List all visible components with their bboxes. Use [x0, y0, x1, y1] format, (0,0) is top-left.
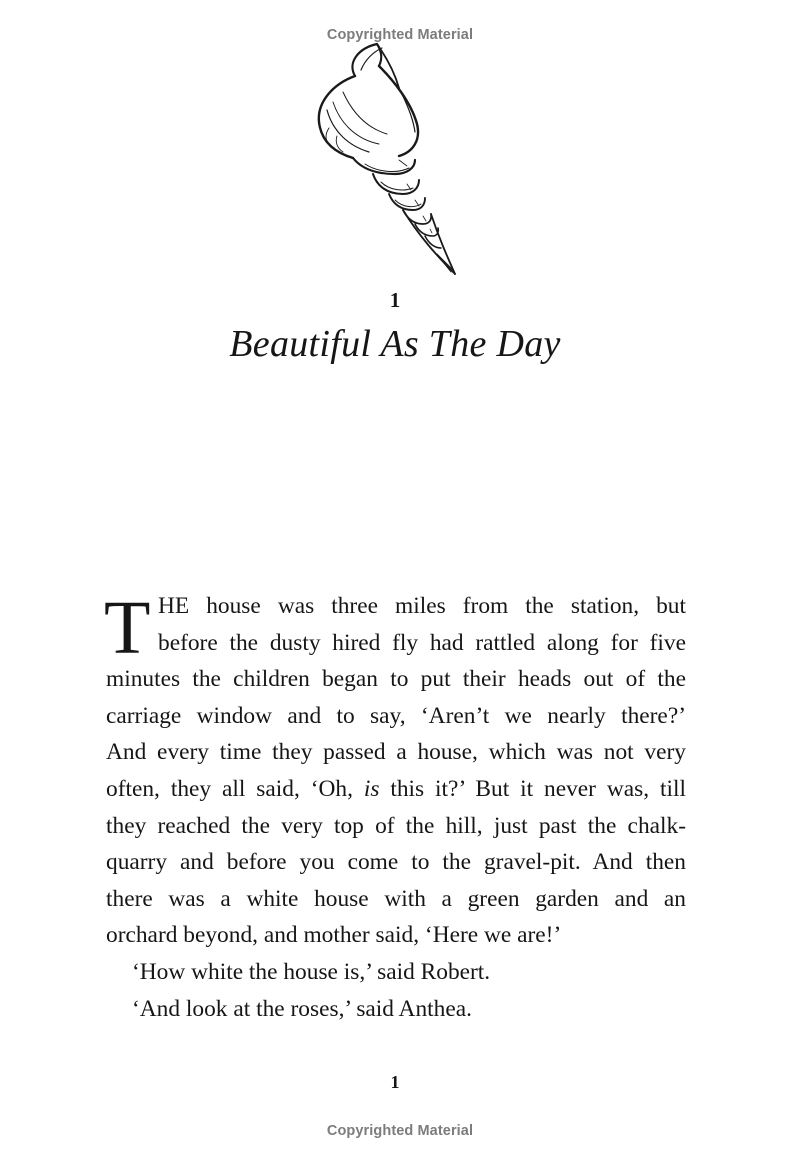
emphasis-text: is [363, 775, 380, 802]
text-fragment: often, they all said, ‘Oh, [106, 775, 364, 802]
text-line [106, 771, 686, 808]
text-line: carriage window and to say, ‘Aren’t we nearly there?’ [106, 702, 686, 729]
page-number: 1 [390, 1072, 400, 1092]
text-line: minutes the children began to put their heads out of the [106, 666, 686, 693]
text-line: quarry and before you come to the gravel-pit. And then [106, 849, 686, 876]
dialogue-line: ‘How white the house is,’ said Robert. [132, 958, 491, 985]
text-line: they reached the very top of the hill, just past the chalk- [106, 812, 686, 839]
text-line: before the dusty hired fly had rattled along for five [158, 629, 686, 656]
chapter-number: 1 [389, 288, 401, 312]
text-fragment: this it?’ But it never was, till [379, 775, 686, 802]
chapter-title: Beautiful As The Day [229, 323, 561, 365]
text-line: HE house was three miles from the station, but [158, 593, 686, 619]
chapter-body-text [106, 588, 686, 1027]
spiral-shell-icon [303, 40, 483, 280]
text-line: And every time they passed a house, which was not very [106, 739, 686, 766]
text-line: orchard beyond, and mother said, ‘Here we are!’ [106, 922, 562, 949]
text-line: there was a white house with a green garden and an [106, 885, 686, 912]
copyright-watermark-bottom: Copyrighted Material [326, 1123, 474, 1139]
drop-cap: T [104, 586, 151, 670]
dialogue-line: ‘And look at the roses,’ said Anthea. [132, 995, 472, 1022]
copyright-watermark-top: Copyrighted Material [326, 27, 474, 43]
